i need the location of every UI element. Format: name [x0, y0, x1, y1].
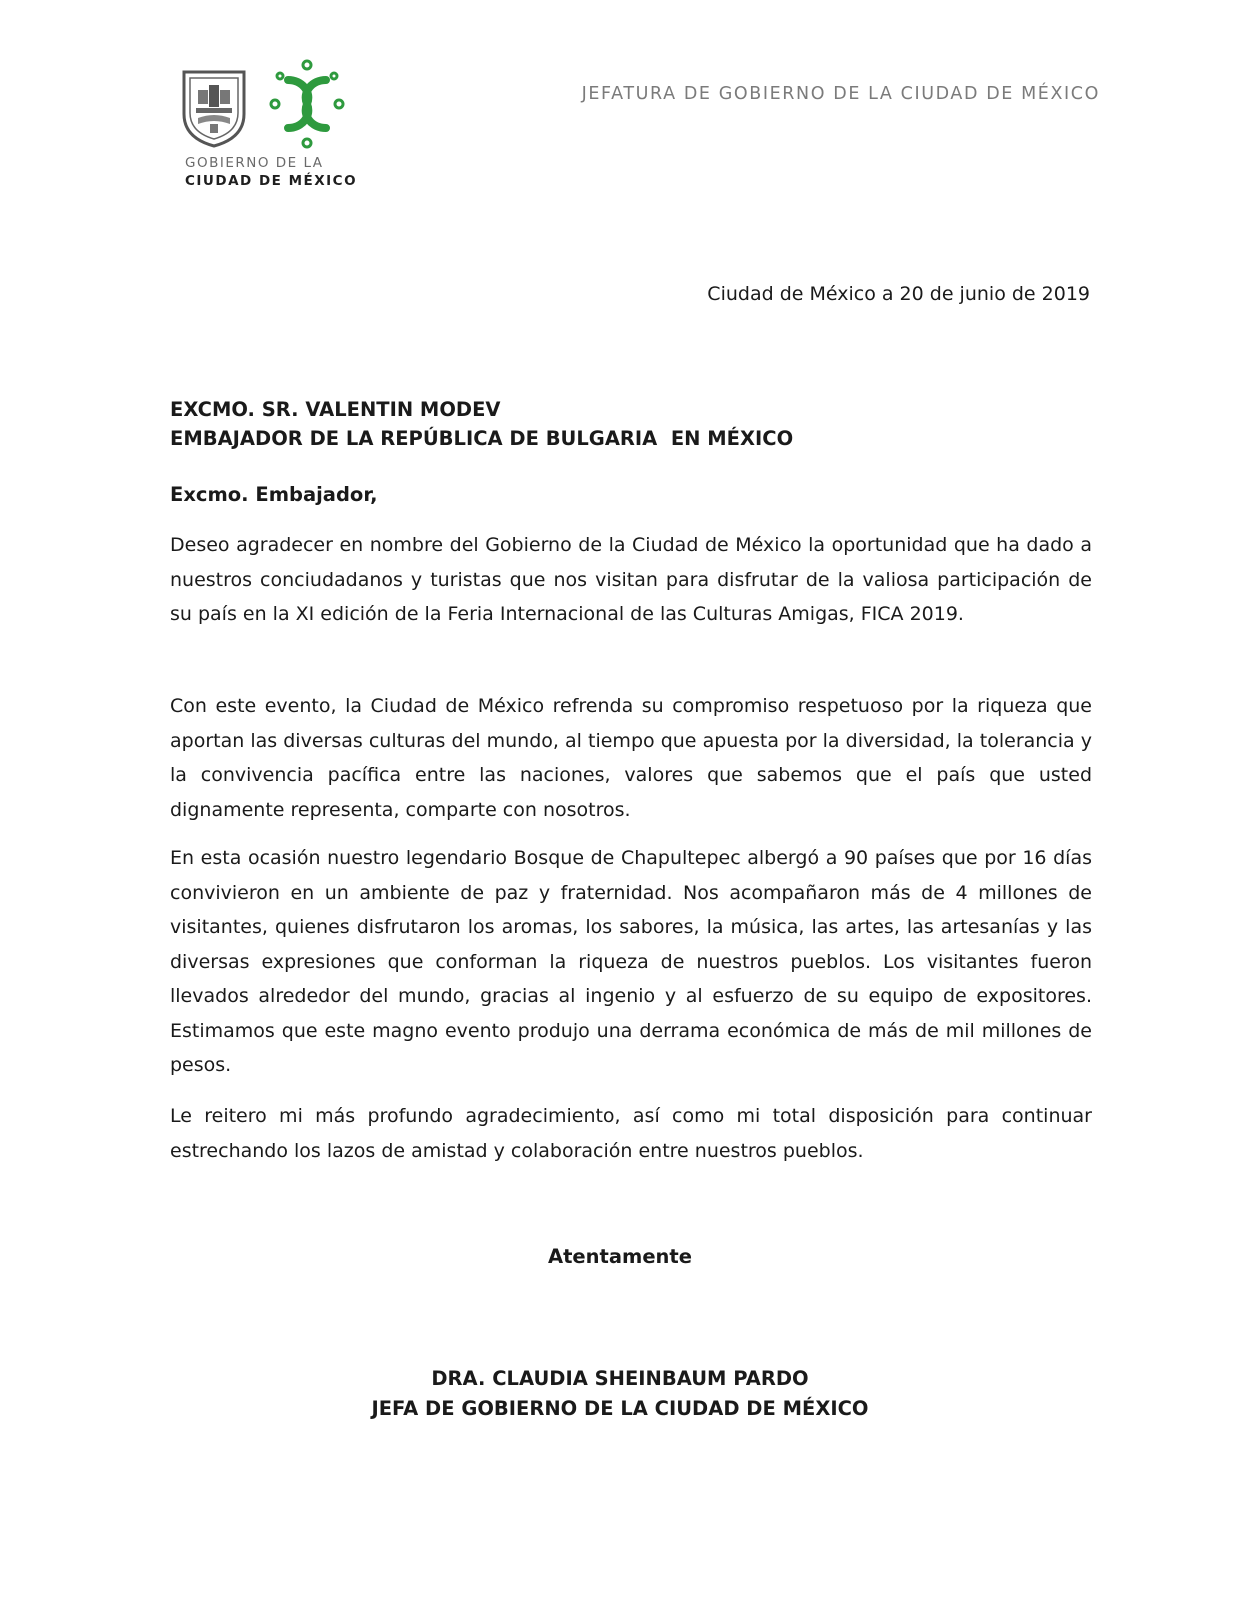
office-heading: JEFATURA DE GOBIERNO DE LA CIUDAD DE MÉXICO [581, 84, 1100, 104]
recipient-title: EMBAJADOR DE LA REPÚBLICA DE BULGARIA EN MÉXICO [170, 427, 794, 450]
recipient-name: EXCMO. SR. VALENTIN MODEV [170, 398, 501, 421]
body-paragraph: En esta ocasión nuestro legendario Bosque de Chapultepec albergó a 90 países que por 16 días convivieron en un ambiente de paz y fraternidad. Nos acompañaron más de 4 millones de visitantes, quienes disfrutaron los aromas, los sabores, la música, las artes, las artesanías y las diversas expresiones que conforman la riqueza de nuestros pueblos. Los visitantes fueron llevados alrededor del mundo, gracias al ingenio y al esfuerzo de su equipo de expositores. Estimamos que este magno evento produjo una derrama económica de más de mil millones de pesos. [170, 847, 1092, 1076]
salutation: Excmo. Embajador, [170, 483, 378, 506]
body-paragraph: Le reitero mi más profundo agradecimiento, así como mi total disposición para continuar estrechando los lazos de amistad y colaboración entre nuestros pueblos. [170, 1105, 1092, 1162]
signer-name: DRA. CLAUDIA SHEINBAUM PARDO [431, 1367, 809, 1390]
shield-icon [180, 68, 248, 148]
cdmx-emblem-icon [268, 58, 346, 150]
closing: Atentamente [548, 1245, 692, 1268]
letter-date: Ciudad de México a 20 de junio de 2019 [707, 283, 1090, 305]
body-paragraph: Con este evento, la Ciudad de México refrenda su compromiso respetuoso por la riqueza que aportan las diversas culturas del mundo, al tiempo que apuesta por la diversidad, la tolerancia y la convivencia pacífica entre las naciones, valores que sabemos que el país que usted dignamente representa, comparte con nosotros. [170, 695, 1092, 821]
logo-line2: CIUDAD DE MÉXICO [185, 173, 358, 189]
signer-title: JEFA DE GOBIERNO DE LA CIUDAD DE MÉXICO [371, 1397, 869, 1420]
government-logo [180, 58, 360, 198]
logo-line1: GOBIERNO DE LA [185, 155, 324, 171]
body-paragraph: Deseo agradecer en nombre del Gobierno de la Ciudad de México la oportunidad que ha dado a nuestros conciudadanos y turistas que nos visitan para disfrutar de la valiosa participación de su país en la XI edición de la Feria Internacional de las Culturas Amigas, FICA 2019. [170, 534, 1092, 625]
